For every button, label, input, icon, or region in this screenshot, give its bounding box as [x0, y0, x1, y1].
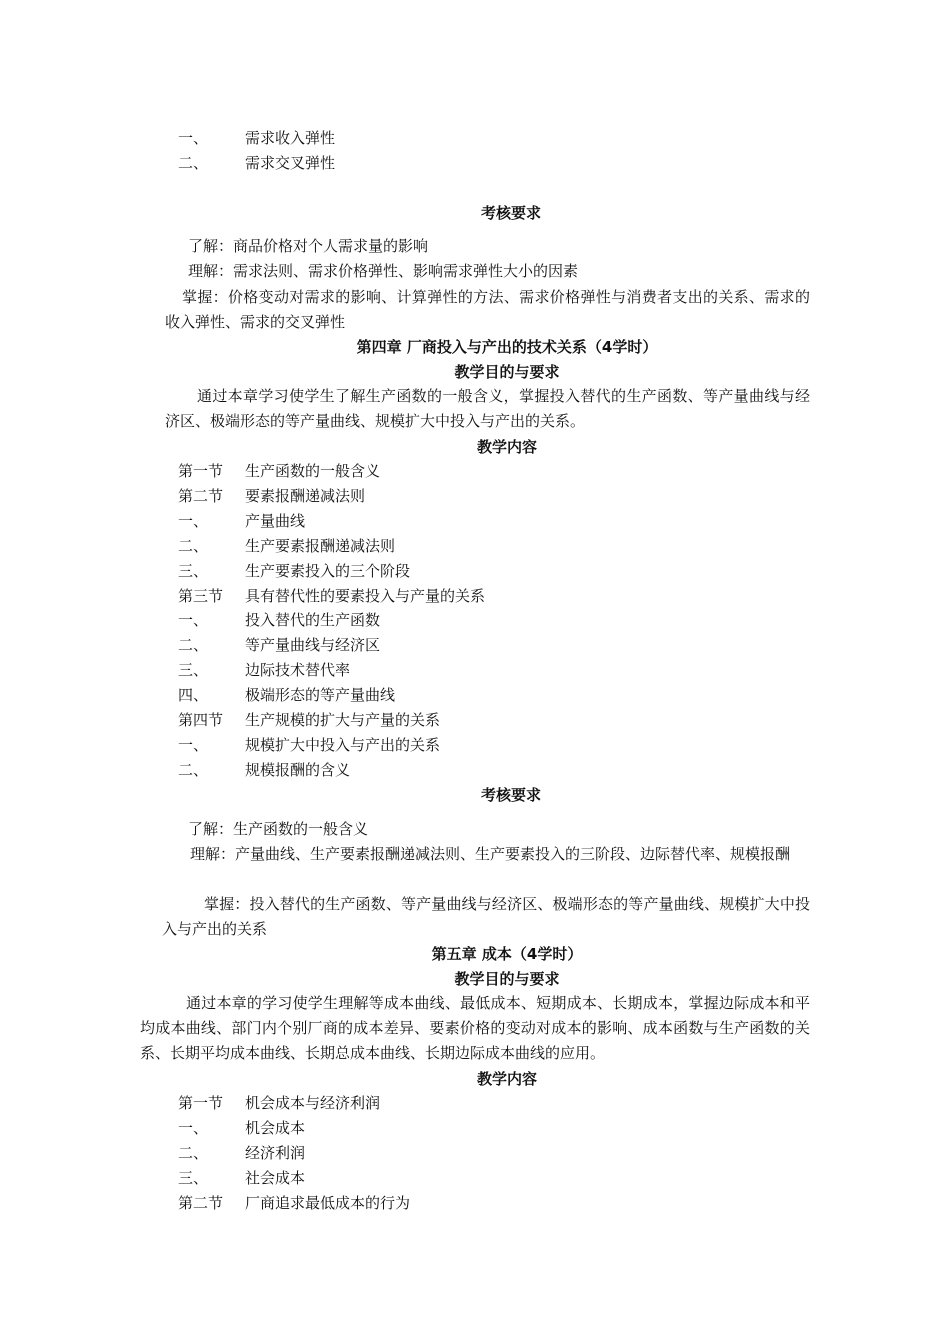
item-text: 规模报酬的含义: [245, 761, 351, 779]
list-item: [178, 1168, 305, 1188]
list-item: [178, 685, 395, 705]
understand-text: 商品价格对个人需求量的影响: [233, 237, 429, 255]
item-text: 需求交叉弹性: [245, 154, 336, 172]
chapter-5-title: 第五章 成本（4学时）: [431, 945, 583, 963]
item-label: 一、: [178, 129, 209, 147]
item-label: 一、: [178, 512, 209, 530]
comprehend-text: 产量曲线、生产要素报酬递减法则、生产要素投入的三阶段、边际替代率、规模报酬: [235, 845, 791, 863]
item-text: 要素报酬递减法则: [245, 487, 366, 505]
item-label: 一、: [178, 736, 209, 754]
master-label: 掌握：: [204, 895, 250, 913]
master-paragraph: [165, 285, 810, 335]
item-label: 第一节: [178, 462, 224, 480]
list-item: [178, 710, 440, 730]
list-item: [178, 561, 410, 581]
item-label: 三、: [178, 1169, 209, 1187]
item-label: 第二节: [178, 487, 224, 505]
list-item: [178, 1193, 410, 1213]
goal-paragraph: 通过本章学习使学生了解生产函数的一般含义，掌握投入替代的生产函数、等产量曲线与经济区、极端形态的等产量曲线、规模扩大中投入与产出的关系。: [165, 387, 810, 430]
content-heading: 教学内容: [476, 1070, 537, 1088]
list-item: [178, 635, 380, 655]
assessment-heading: 考核要求: [480, 204, 541, 222]
item-label: 第三节: [178, 587, 224, 605]
chapter-4-title: 第四章 厂商投入与产出的技术关系（4学时）: [356, 338, 658, 356]
list-item: [178, 461, 380, 481]
list-item: [178, 128, 335, 148]
item-label: 一、: [178, 611, 209, 629]
item-text: 机会成本: [245, 1119, 306, 1137]
list-item: [178, 1118, 305, 1138]
list-item: [178, 660, 350, 680]
item-label: 第四节: [178, 711, 224, 729]
understand-line: [188, 236, 428, 256]
item-label: 一、: [178, 1119, 209, 1137]
list-item: [178, 536, 395, 556]
list-item: [178, 735, 440, 755]
item-label: 二、: [178, 537, 209, 555]
item-text: 投入替代的生产函数: [245, 611, 381, 629]
item-label: 第二节: [178, 1194, 224, 1212]
item-text: 经济利润: [245, 1144, 306, 1162]
item-text: 产量曲线: [245, 512, 306, 530]
item-text: 等产量曲线与经济区: [245, 636, 381, 654]
item-text: 生产要素报酬递减法则: [245, 537, 396, 555]
assessment-heading: 考核要求: [480, 786, 541, 804]
item-label: 四、: [178, 686, 209, 704]
master-text: 价格变动对需求的影响、计算弹性的方法、需求价格弹性与消费者支出的关系、需求的收入弹性、需求的交叉弹性: [165, 288, 810, 331]
list-item: [178, 760, 350, 780]
comprehend-label: 理解：: [188, 262, 234, 280]
goal-heading: 教学目的与要求: [454, 363, 560, 381]
master-text: 投入替代的生产函数、等产量曲线与经济区、极端形态的等产量曲线、规模扩大中投入与产出的关系: [162, 895, 810, 938]
goal-heading: 教学目的与要求: [454, 970, 560, 988]
understand-text: 生产函数的一般含义: [233, 820, 369, 838]
item-text: 生产规模的扩大与产量的关系: [245, 711, 441, 729]
item-text: 机会成本与经济利润: [245, 1094, 381, 1112]
item-text: 规模扩大中投入与产出的关系: [245, 736, 441, 754]
comprehend-paragraph: [162, 842, 810, 867]
list-item: [178, 1143, 305, 1163]
item-text: 厂商追求最低成本的行为: [245, 1194, 411, 1212]
item-text: 需求收入弹性: [245, 129, 336, 147]
understand-label: 了解：: [188, 820, 234, 838]
item-label: 二、: [178, 154, 209, 172]
item-text: 生产函数的一般含义: [245, 462, 381, 480]
goal-paragraph: 通过本章的学习使学生理解等成本曲线、最低成本、短期成本、长期成本，掌握边际成本和平均成本曲线、部门内个别厂商的成本差异、要素价格的变动对成本的影响、成本函数与生产函数的关系、长期平均成本曲线、长期总成本曲线、长期边际成本曲线的应用。: [140, 994, 810, 1062]
item-label: 第一节: [178, 1094, 224, 1112]
understand-line: [188, 819, 368, 839]
list-item: [178, 511, 305, 531]
item-label: 二、: [178, 1144, 209, 1162]
item-label: 二、: [178, 761, 209, 779]
list-item: [178, 610, 380, 630]
item-text: 极端形态的等产量曲线: [245, 686, 396, 704]
master-paragraph: [162, 892, 810, 942]
item-label: 三、: [178, 661, 209, 679]
item-text: 具有替代性的要素投入与产量的关系: [245, 587, 486, 605]
item-text: 生产要素投入的三个阶段: [245, 562, 411, 580]
list-item: [178, 586, 485, 606]
content-heading: 教学内容: [476, 438, 537, 456]
item-label: 二、: [178, 636, 209, 654]
comprehend-line: [188, 261, 578, 281]
list-item: [178, 486, 365, 506]
item-text: 边际技术替代率: [245, 661, 351, 679]
comprehend-label: 理解：: [190, 845, 236, 863]
comprehend-text: 需求法则、需求价格弹性、影响需求弹性大小的因素: [233, 262, 579, 280]
list-item: [178, 1093, 380, 1113]
item-text: 社会成本: [245, 1169, 306, 1187]
master-label: 掌握：: [182, 288, 228, 306]
list-item: [178, 153, 335, 173]
item-label: 三、: [178, 562, 209, 580]
understand-label: 了解：: [188, 237, 234, 255]
